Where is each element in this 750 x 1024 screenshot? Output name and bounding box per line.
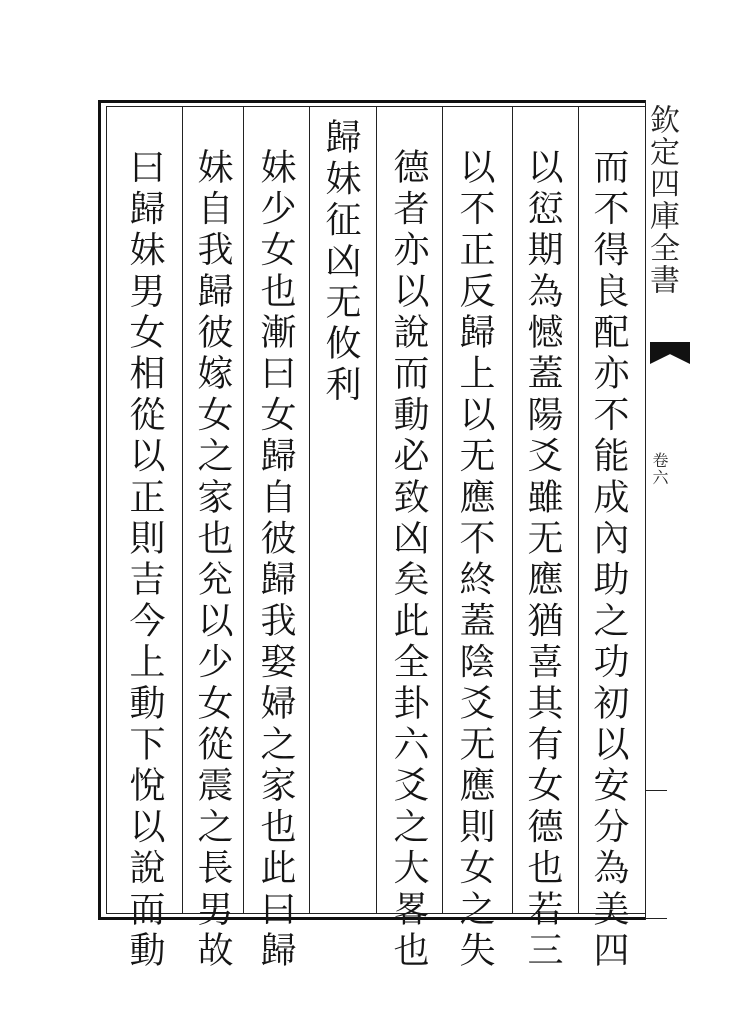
text-column-8: 曰歸妹男女相從以正則吉今上動下悅以說而動 [124, 148, 165, 972]
text-column-4: 德者亦以說而動必致凶矣此全卦六爻之大畧也 [388, 148, 429, 972]
text-column-1: 而不得良配亦不能成內助之功初以安分為美四 [588, 148, 629, 972]
margin-tick [645, 918, 667, 919]
column-rule [309, 106, 310, 914]
column-rule [442, 106, 443, 914]
text-column-heading: 歸妹征凶无攸利 [320, 118, 361, 407]
column-rule [182, 106, 183, 914]
margin-tick [645, 790, 667, 791]
volume-label: 卷六 [650, 452, 669, 486]
book-title: 欽定四庫全書 [644, 104, 679, 296]
column-rule [376, 106, 377, 914]
column-rule [578, 106, 579, 914]
text-column-3: 以不正反歸上以无應不終蓋陰爻无應則女之失 [454, 148, 495, 972]
column-rule [512, 106, 513, 914]
text-column-6: 妹少女也漸曰女歸自彼歸我娶婦之家也此曰歸 [255, 148, 296, 972]
text-column-2: 以愆期為憾蓋陽爻雖无應猶喜其有女德也若三 [522, 148, 563, 972]
column-rule [243, 106, 244, 914]
text-column-7: 妹自我歸彼嫁女之家也兊以少女從震之長男故 [192, 148, 233, 972]
fishtail-mark-icon [650, 342, 690, 364]
